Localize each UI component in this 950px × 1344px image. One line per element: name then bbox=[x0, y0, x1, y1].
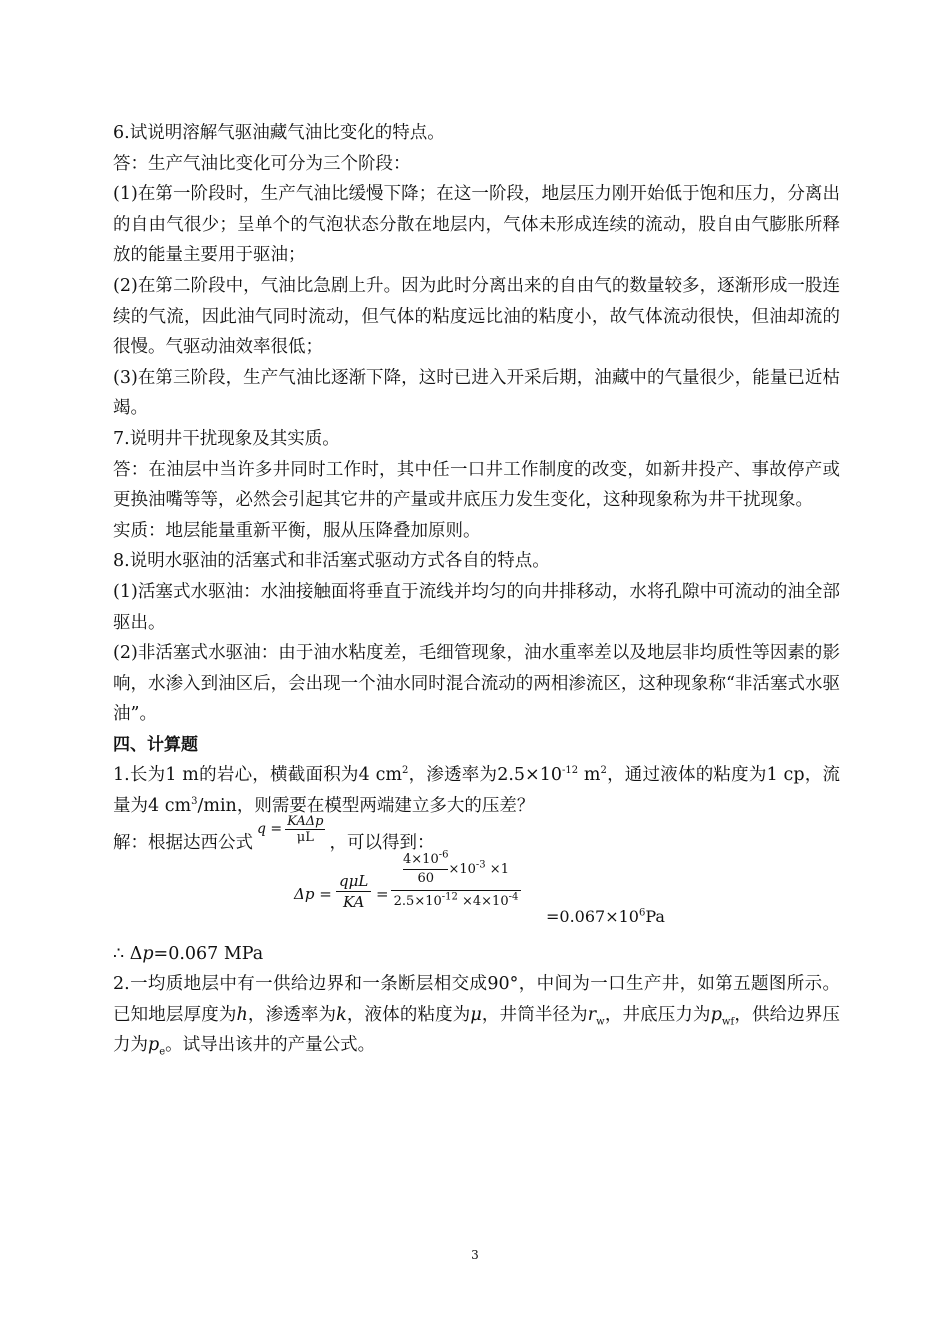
pressure-drop-formula: Δp = qμL KA = $\frac{4\times 10^{-6}}{60}$ $\times 10^{-3} \times 1$ $2.5\times 10^{-12} \times 4\times 10^{-4}$ $=0.067\times 10^6Pa$ bbox=[294, 849, 665, 926]
q7-essence: 实质：地层能量重新平衡，服从压降叠加原则。 bbox=[113, 520, 481, 541]
page-number: 3 bbox=[471, 1248, 479, 1262]
q6-question: 6.试说明溶解气驱油藏气油比变化的特点。 bbox=[113, 123, 445, 143]
calc1-conclusion: ∴ Δp=0.067 MPa bbox=[113, 943, 264, 964]
section-heading-calculation: 四、计算题 bbox=[113, 734, 198, 755]
darcy-formula: q = $\frac{\text{KAΔp}}{\mu L}$ bbox=[257, 813, 324, 845]
q8-question: 8.说明水驱油的活塞式和非活塞式驱动方式各自的特点。 bbox=[113, 551, 550, 572]
q6-stage-2: (2)在第二阶段中，气油比急剧上升。因为此时分离出来的自由气的数量较多，逐渐形成一股连续的气流，因此油气同时流动，但气体的粘度远比油的粘度小，故气体流动很快，但油却流的很慢。气驱动油效率很低； bbox=[113, 275, 840, 358]
q6-stage-1: (1)在第一阶段时，生产气油比缓慢下降；在这一阶段，地层压力刚开始低于饱和压力，分离出的自由气很少；呈单个的气泡状态分散在地层内，气体未形成连续的流动，股自由气膨胀所释放的能量主要用于驱油； bbox=[113, 184, 840, 266]
calc2-question: 2.一均质地层中有一供给边界和一条断层相交成90°，中间为一口生产井，如第五题图所示。已知地层厚度为h，渗透率为k，液体的粘度为μ，井筒半径为$r_w$，井底压力为$p_{wf}$，供给边界压力为$p_e$。试导出该井的产量公式。 bbox=[113, 974, 841, 1058]
q7-answer: 答：在油层中当许多井同时工作时，其中任一口井工作制度的改变，如新井投产、事故停产或更换油嘴等等，必然会引起其它井的产量或井底压力发生变化，这种现象称为井干扰现象。 bbox=[113, 459, 840, 511]
q6-stage-3: (3)在第三阶段，生产气油比逐渐下降，这时已进入开采后期，油藏中的气量很少，能量已近枯竭。 bbox=[113, 367, 840, 419]
q8-piston: (1)活塞式水驱油：水油接触面将垂直于流线并均匀的向井排移动，水将孔隙中可流动的油全部驱出。 bbox=[113, 581, 840, 633]
calc1-question: 1.长为1 m的岩心，横截面积为4 $cm^2$，渗透率为$2.5\times 10^{-12}$ $m^2$，通过液体的粘度为1 cp，流量为4 $cm^3/\min$，则需要在模型两端建立多大的压差？ bbox=[113, 765, 840, 817]
calc1-solution-intro: 解：根据达西公式 q = $\frac{\text{KAΔp}}{\mu L}$ ，可以得到： bbox=[113, 813, 435, 853]
q6-answer-intro: 答：生产气油比变化可分为三个阶段： bbox=[113, 153, 411, 174]
document-page bbox=[113, 118, 840, 1061]
q7-question: 7.说明井干扰现象及其实质。 bbox=[113, 428, 340, 449]
q8-non-piston: (2)非活塞式水驱油：由于油水粘度差，毛细管现象，油水重率差以及地层非均质性等因素的影响，水渗入到油区后，会出现一个油水同时混合流动的两相渗流区，这种现象称“非活塞式水驱油”。 bbox=[113, 643, 840, 725]
